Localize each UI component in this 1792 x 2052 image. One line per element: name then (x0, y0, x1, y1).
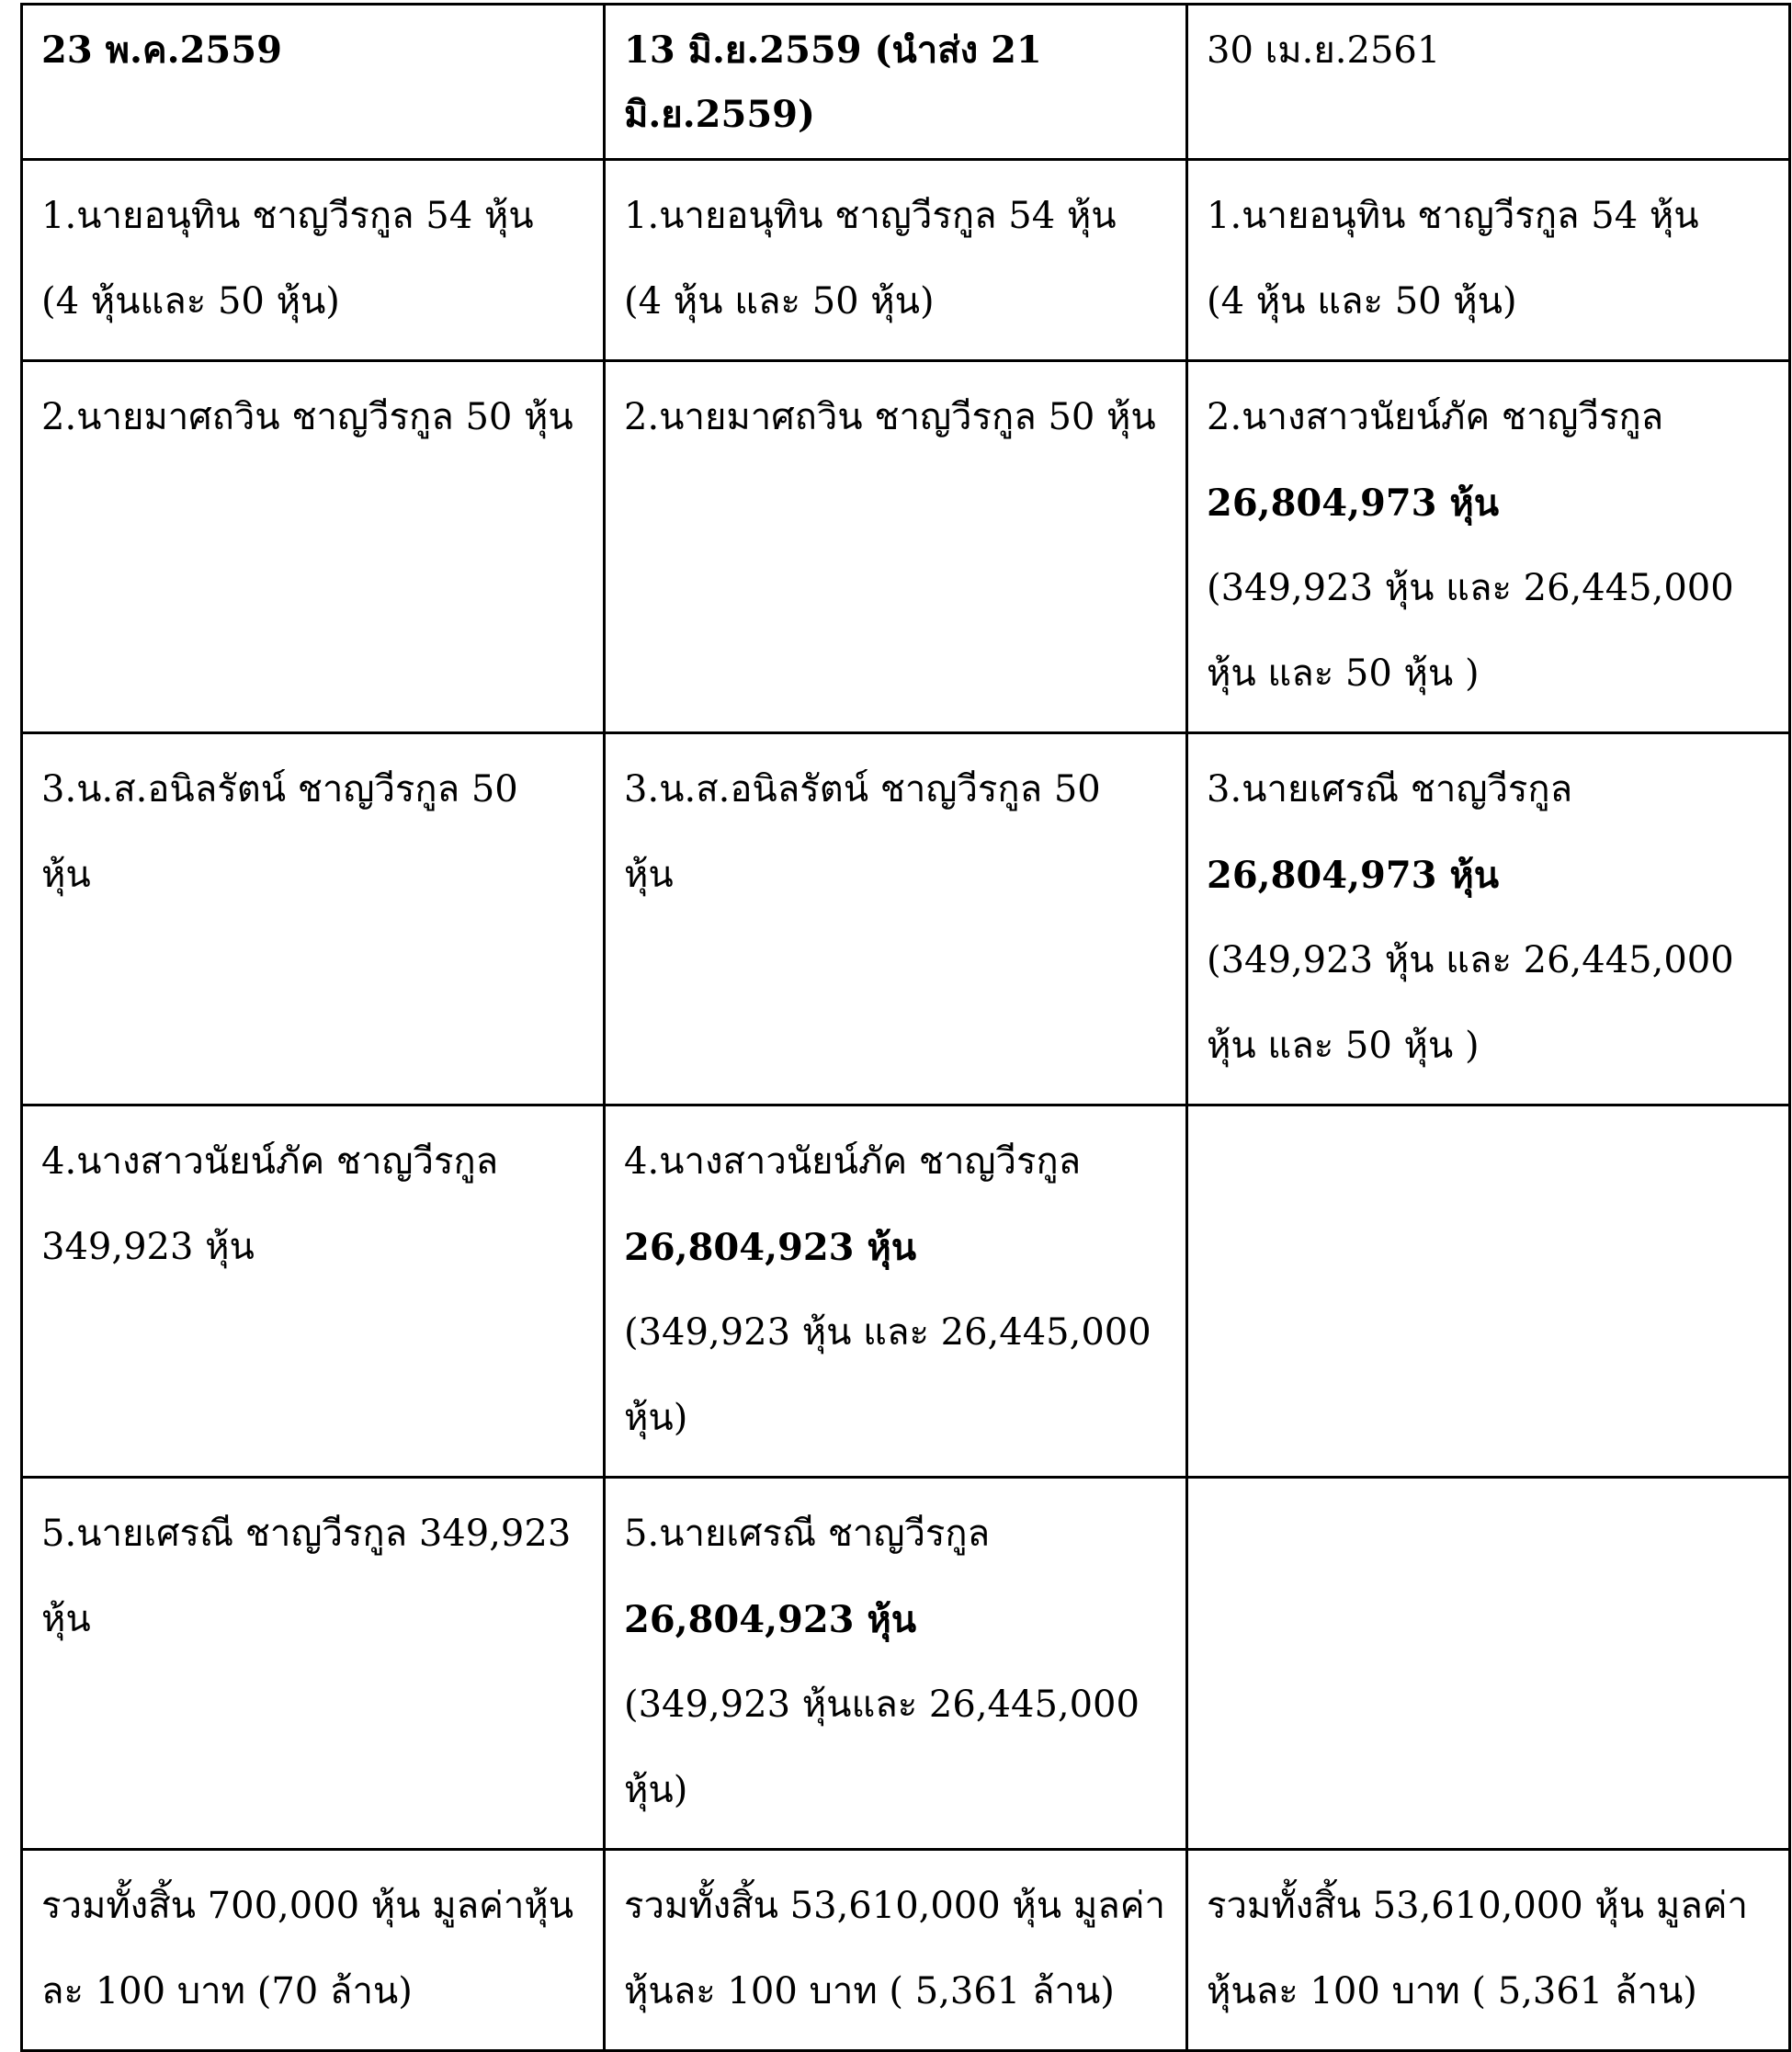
cell-line: 5.นายเศรณี ชาญวีรกูล (624, 1513, 991, 1555)
table-cell (605, 361, 1187, 733)
cell-line: (4 หุ้นและ 50 หุ้น) (41, 280, 340, 323)
table-cell (22, 733, 605, 1105)
cell-line-bold: 26,804,973 หุ้น (1207, 854, 1500, 897)
table-header-row (22, 5, 1790, 160)
cell-line: หุ้น) (624, 1769, 688, 1811)
table-cell (22, 160, 605, 361)
table-cell (605, 1850, 1187, 2051)
table-cell (1187, 1850, 1790, 2051)
table-cell (605, 1105, 1187, 1478)
cell-line: หุ้น (41, 854, 91, 896)
cell-line: (4 หุ้น และ 50 หุ้น) (624, 280, 935, 323)
header-date-3-text: 30 เม.ย.2561 (1207, 29, 1441, 72)
table-cell (605, 733, 1187, 1105)
table-row (22, 1105, 1790, 1478)
table-cell (605, 1478, 1187, 1850)
cell-line: 4.นางสาวนัยน์ภัค ชาญวีรกูล (624, 1140, 1082, 1183)
table-cell-empty (1187, 1478, 1790, 1850)
header-date-2 (605, 5, 1187, 160)
cell-line: 3.น.ส.อนิลรัตน์ ชาญวีรกูล 50 (624, 768, 1101, 811)
cell-line: หุ้น และ 50 หุ้น ) (1207, 652, 1480, 695)
cell-line: รวมทั้งสิ้น 700,000 หุ้น มูลค่าหุ้น (41, 1885, 574, 1927)
cell-line: 1.นายอนุทิน ชาญวีรกูล 54 หุ้น (1207, 195, 1699, 237)
cell-line: 3.น.ส.อนิลรัตน์ ชาญวีรกูล 50 (41, 768, 518, 811)
table-cell-empty (1187, 1105, 1790, 1478)
cell-line: หุ้นละ 100 บาท ( 5,361 ล้าน) (624, 1970, 1115, 2012)
header-date-1-text: 23 พ.ค.2559 (41, 28, 282, 72)
table-cell (1187, 733, 1790, 1105)
cell-line: หุ้น และ 50 หุ้น ) (1207, 1025, 1480, 1067)
cell-line: รวมทั้งสิ้น 53,610,000 หุ้น มูลค่า (1207, 1885, 1748, 1927)
table-cell (22, 1478, 605, 1850)
table-cell (605, 160, 1187, 361)
cell-line-bold: 26,804,923 หุ้น (624, 1226, 917, 1269)
table-row (22, 733, 1790, 1105)
table-row (22, 361, 1790, 733)
cell-line: หุ้นละ 100 บาท ( 5,361 ล้าน) (1207, 1970, 1697, 2012)
cell-line: รวมทั้งสิ้น 53,610,000 หุ้น มูลค่า (624, 1885, 1165, 1927)
table-cell (22, 361, 605, 733)
cell-line: ละ 100 บาท (70 ล้าน) (41, 1970, 413, 2012)
header-date-3 (1187, 5, 1790, 160)
table-cell (22, 1105, 605, 1478)
table-cell (22, 1850, 605, 2051)
shareholder-table (20, 3, 1791, 2052)
cell-line: 349,923 หุ้น (41, 1226, 255, 1268)
cell-line: (349,923 หุ้น และ 26,445,000 (624, 1311, 1151, 1354)
cell-line: (349,923 หุ้น และ 26,445,000 (1207, 939, 1734, 981)
header-date-1 (22, 5, 605, 160)
cell-line: หุ้น (41, 1598, 91, 1640)
cell-line: 2.นายมาศถวิน ชาญวีรกูล 50 หุ้น (41, 396, 573, 438)
cell-line: (349,923 หุ้นและ 26,445,000 (624, 1684, 1140, 1726)
header-date-2-text: 13 มิ.ย.2559 (นำส่ง 21 มิ.ย.2559) (624, 28, 1042, 136)
cell-line: (4 หุ้น และ 50 หุ้น) (1207, 280, 1517, 323)
cell-line: 4.นางสาวนัยน์ภัค ชาญวีรกูล (41, 1140, 499, 1183)
table-row (22, 160, 1790, 361)
cell-line: 5.นายเศรณี ชาญวีรกูล 349,923 (41, 1513, 572, 1555)
cell-line-bold: 26,804,923 หุ้น (624, 1598, 917, 1641)
cell-line-bold: 26,804,973 หุ้น (1207, 482, 1500, 525)
cell-line: 1.นายอนุทิน ชาญวีรกูล 54 หุ้น (41, 195, 534, 237)
table-row-total (22, 1850, 1790, 2051)
cell-line: 3.นายเศรณี ชาญวีรกูล (1207, 768, 1573, 811)
cell-line: 1.นายอนุทิน ชาญวีรกูล 54 หุ้น (624, 195, 1117, 237)
cell-line: หุ้น) (624, 1397, 688, 1439)
cell-line: (349,923 หุ้น และ 26,445,000 (1207, 567, 1734, 609)
cell-line: 2.นายมาศถวิน ชาญวีรกูล 50 หุ้น (624, 396, 1156, 438)
table-cell (1187, 160, 1790, 361)
cell-line: หุ้น (624, 854, 674, 896)
table-cell (1187, 361, 1790, 733)
table-row (22, 1478, 1790, 1850)
cell-line: 2.นางสาวนัยน์ภัค ชาญวีรกูล (1207, 396, 1664, 438)
